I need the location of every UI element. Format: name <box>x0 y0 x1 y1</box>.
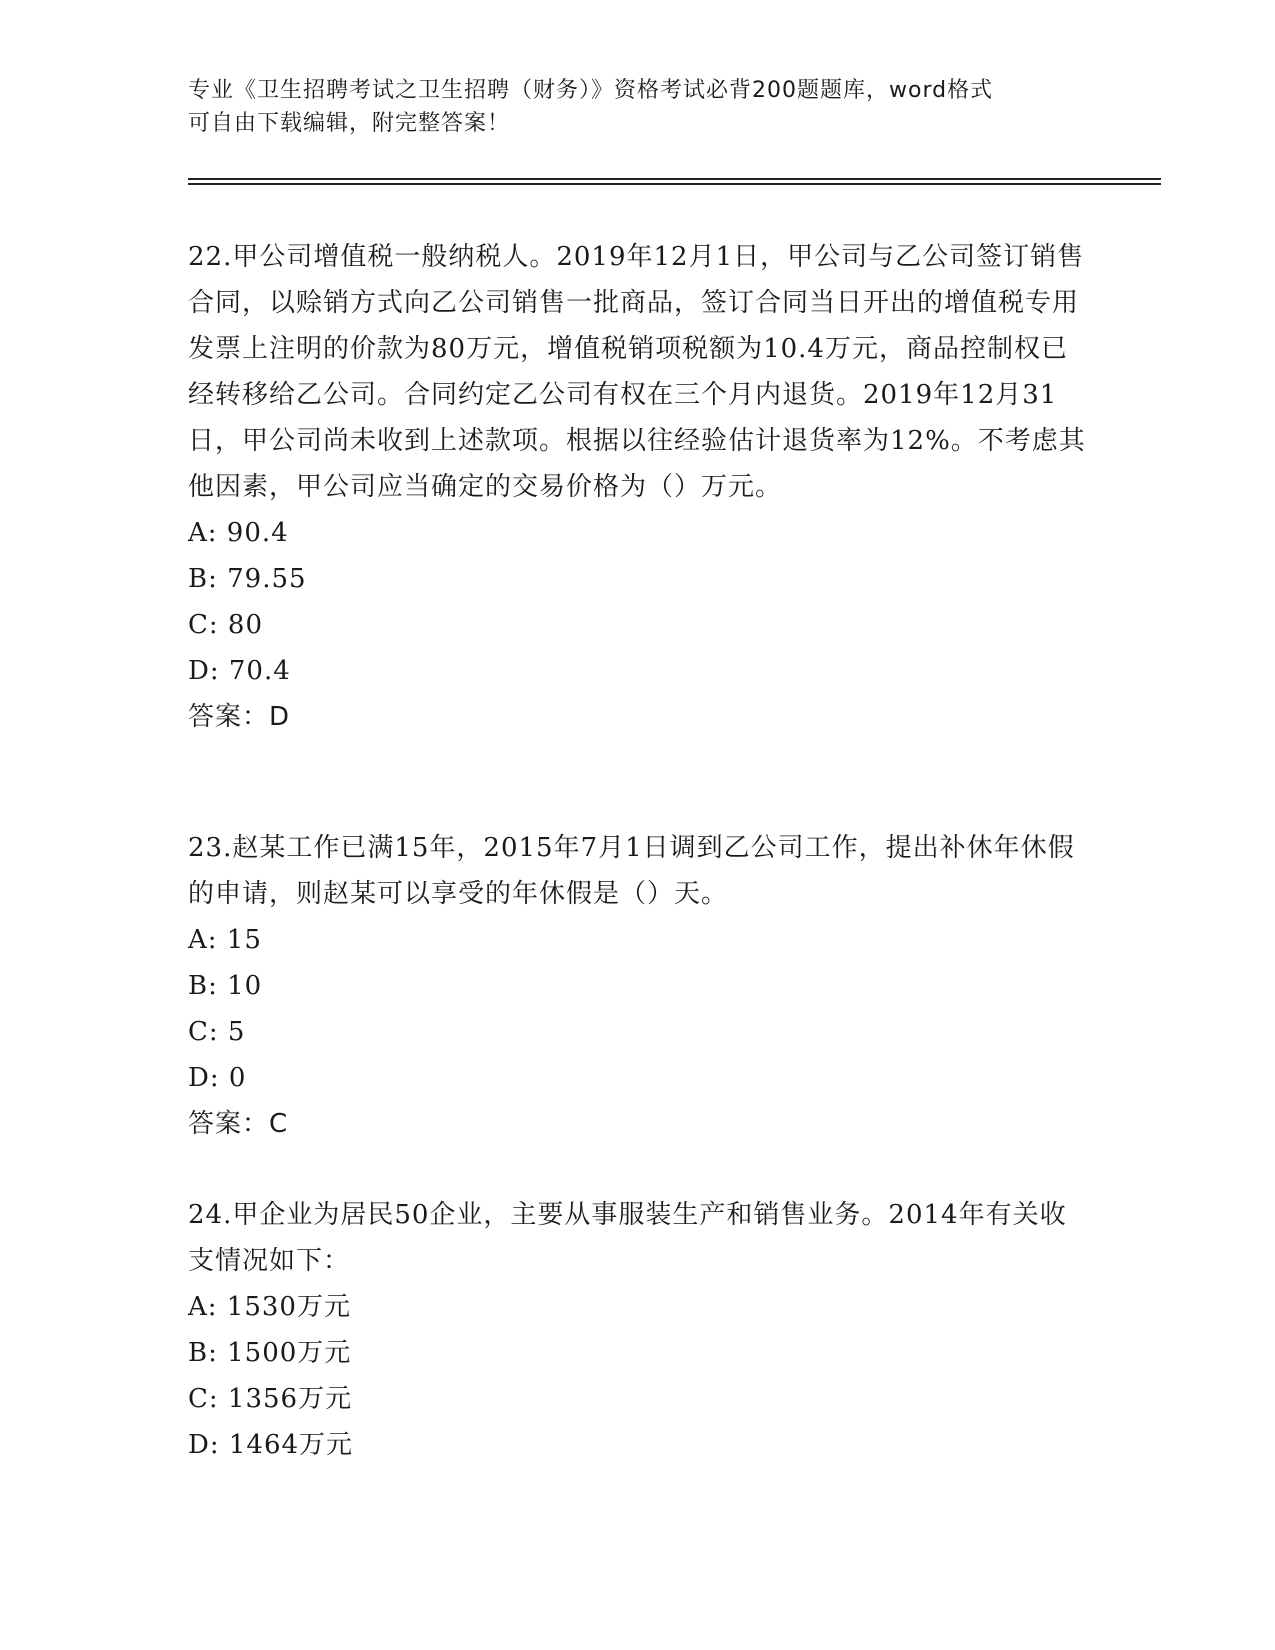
option-c: C: 5 <box>188 1017 246 1047</box>
option-d: D: 1464万元 <box>188 1430 354 1460</box>
answer-line: 答案：D <box>188 702 291 732</box>
option-c: C: 1356万元 <box>188 1384 353 1414</box>
document-header <box>188 74 1088 140</box>
header-divider-top <box>188 178 1161 180</box>
option-d: D: 0 <box>188 1063 247 1093</box>
question-stem: 24.甲企业为居民50企业，主要从事服装生产和销售业务。2014年有关收支情况如下： <box>188 1200 1067 1276</box>
header-title-line-1: 专业《卫生招聘考试之卫生招聘（财务）》资格考试必背200题题库，word格式 <box>188 78 994 103</box>
question-stem: 23.赵某工作已满15年，2015年7月1日调到乙公司工作，提出补休年休假的申请，则赵某可以享受的年休假是（）天。 <box>188 833 1075 909</box>
question-22 <box>188 234 1088 740</box>
option-b: B: 1500万元 <box>188 1338 352 1368</box>
option-d: D: 70.4 <box>188 656 291 686</box>
answer-line: 答案：C <box>188 1109 289 1139</box>
question-23 <box>188 825 1088 1147</box>
option-b: B: 79.55 <box>188 564 307 594</box>
question-24 <box>188 1192 1088 1468</box>
option-b: B: 10 <box>188 971 263 1001</box>
option-a: A: 1530万元 <box>188 1292 351 1322</box>
header-divider-bottom <box>188 183 1161 185</box>
option-a: A: 90.4 <box>188 518 289 548</box>
question-stem: 22.甲公司增值税一般纳税人。2019年12月1日，甲公司与乙公司签订销售合同，以赊销方式向乙公司销售一批商品，签订合同当日开出的增值税专用发票上注明的价款为80万元，增值税销项税额为10.4万元，商品控制权已经转移给乙公司。合同约定乙公司有权在三个月内退货。2019年12月31日，甲公司尚未收到上述款项。根据以往经验估计退货率为12%。不考虑其他因素，甲公司应当确定的交易价格为（）万元。 <box>188 242 1086 502</box>
option-a: A: 15 <box>188 925 262 955</box>
option-c: C: 80 <box>188 610 264 640</box>
header-title-line-2: 可自由下载编辑，附完整答案！ <box>188 111 511 136</box>
